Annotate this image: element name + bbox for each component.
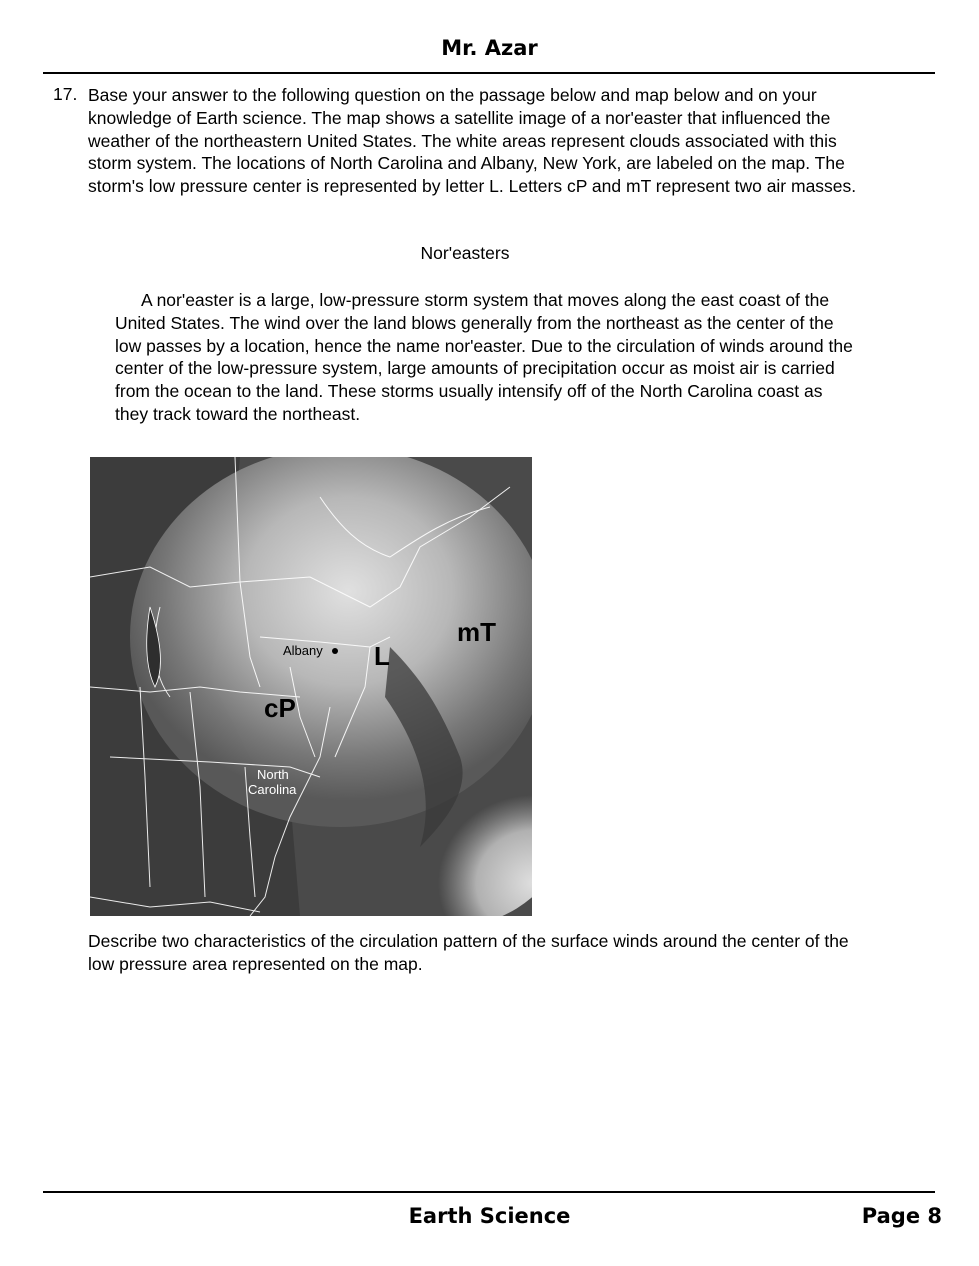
- map-label-north-carolina-line1: North: [257, 767, 289, 782]
- map-label-mt: mT: [457, 617, 496, 647]
- footer-divider: [43, 1191, 935, 1193]
- footer-subject: Earth Science: [408, 1204, 571, 1228]
- passage-body: A nor'easter is a large, low-pressure storm system that moves along the east coast of the United States. The wind over the land blows generally from the northeast as the center of the low passes by a location, hence the name nor'easter. Due to the circulation of winds around the center of the low-pressure system, large amounts of precipitation occur as moist air is carried from the ocean to the land. These storms usually intensify off of the North Carolina coast as they track toward the northeast.: [115, 290, 853, 424]
- question-text: Base your answer to the following question on the passage below and map below and on your knowledge of Earth science. The map shows a satellite image of a nor'easter that influenced the weather of the northeastern United States. The white areas represent clouds associated with this storm system. The locations of North Carolina and Albany, New York, are labeled on the map. The storm's low pressure center is represented by letter L. Letters cP and mT represent two air masses.: [88, 85, 857, 197]
- satellite-map: [90, 457, 532, 916]
- map-label-cp: cP: [264, 693, 296, 723]
- header-divider: [43, 72, 935, 74]
- footer-page-number: Page 8: [861, 1204, 942, 1228]
- map-label-albany: Albany: [283, 643, 323, 658]
- question-prompt: Describe two characteristics of the circulation pattern of the surface winds around the center of the low pressure area represented on the map.: [88, 931, 849, 974]
- map-label-low: L: [374, 641, 390, 671]
- page-header-title: Mr. Azar: [441, 36, 538, 60]
- map-label-north-carolina-line2: Carolina: [248, 782, 297, 797]
- passage-title: Nor'easters: [420, 243, 510, 263]
- question-number: 17.: [53, 84, 78, 104]
